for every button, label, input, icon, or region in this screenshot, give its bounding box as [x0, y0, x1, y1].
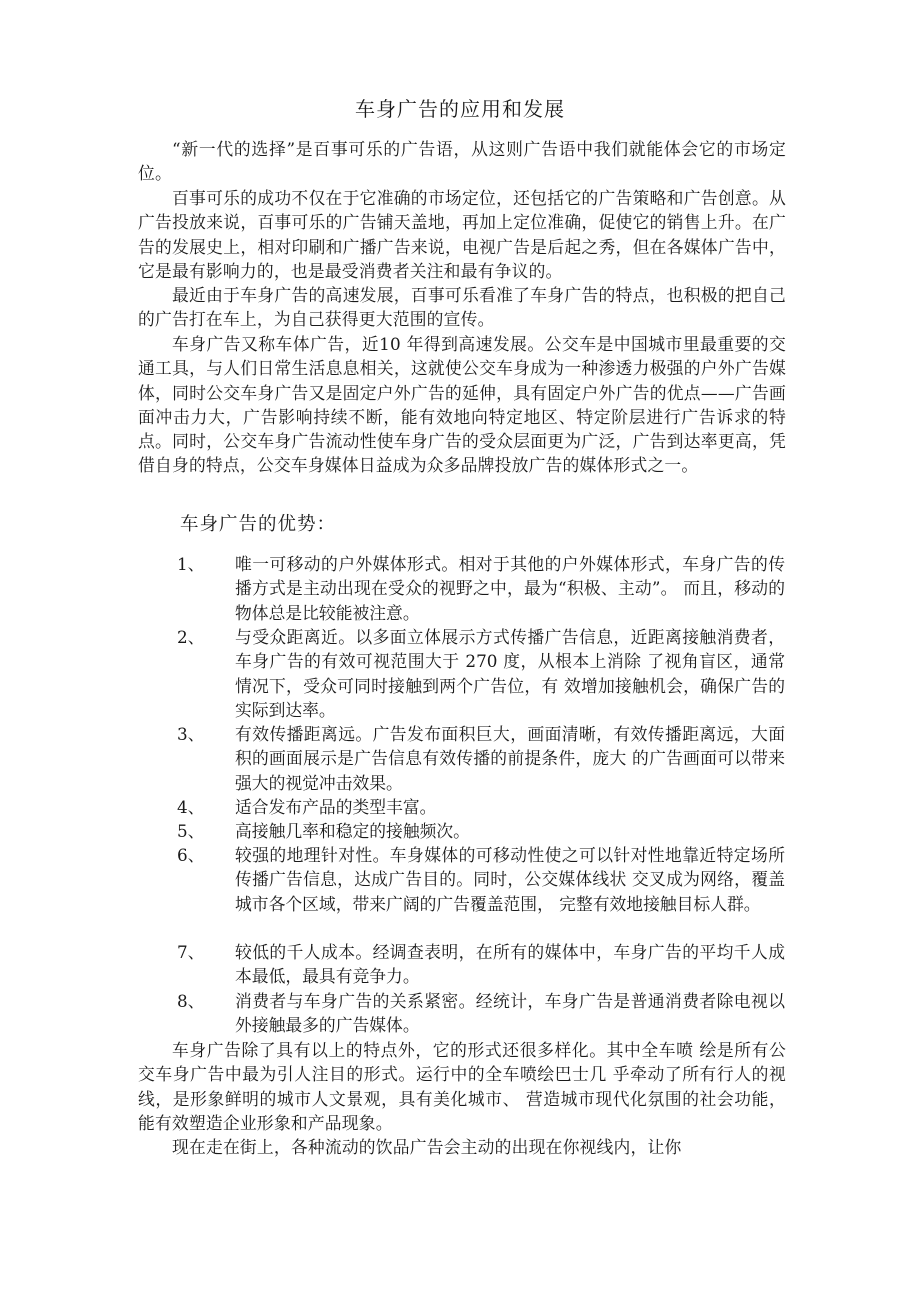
advantage-text: 与受众距离近。以多面立体展示方式传播广告信息，近距离接触消费者，车身广告的有效可视范围大于 270 度，从根本上消除 了视角盲区，通常情况下，受众可同时接触到两个广告位，有 效增加接触机会，确保广告的实际到达率。 — [235, 627, 785, 720]
advantage-text: 较强的地理针对性。车身媒体的可移动性使之可以针对性地靠近特定场所传播广告信息，达成广告目的。同时，公交媒体线状 交叉成为网络，覆盖城市各个区域，带来广阔的广告覆盖范围， 完整有效地接触目标人群。 — [235, 845, 785, 914]
paragraph-pepsi-bus-ads: 最近由于车身广告的高速发展，百事可乐看准了车身广告的特点，也积极的把自己的广告打在车上，为自己获得更大范围的宣传。 — [138, 285, 786, 330]
advantage-number: 7、 — [177, 942, 205, 962]
paragraph-street-ads: 现在走在街上，各种流动的饮品广告会主动的出现在你视线内，让你 — [172, 1137, 682, 1157]
advantage-text: 较低的千人成本。经调查表明，在所有的媒体中，车身广告的平均千人成本最低，最具有竞争力。 — [235, 942, 785, 987]
paragraph-pepsi-success: 百事可乐的成功不仅在于它准确的市场定位，还包括它的广告策略和广告创意。从广告投放来说，百事可乐的广告铺天盖地，再加上定位准确，促使它的销售上升。在广告的发展史上，相对印刷和广播广告来说，电视广告是后起之秀，但在各媒体广告中，它是最有影响力的，也是最受消费者关注和最有争议的。 — [138, 188, 786, 281]
advantage-text: 高接触几率和稳定的接触频次。 — [235, 821, 470, 841]
advantage-text: 唯一可移动的户外媒体形式。相对于其他的户外媒体形式，车身广告的传播方式是主动出现在受众的视野之中，最为“积极、主动”。 而且，移动的物体总是比较能被注意。 — [235, 554, 785, 623]
paragraph-intro: “新一代的选择”是百事可乐的广告语，从这则广告语中我们就能体会它的市场定位。 — [138, 139, 786, 184]
advantages-heading: 车身广告的优势： — [180, 514, 337, 535]
advantage-number: 6、 — [177, 845, 205, 865]
advantage-text: 适合发布产品的类型丰富。 — [235, 797, 437, 817]
advantage-text: 消费者与车身广告的关系紧密。经统计，车身广告是普通消费者除电视以外接触最多的广告媒体。 — [235, 991, 785, 1036]
advantage-number: 1、 — [177, 554, 205, 574]
paragraph-bus-ad-definition: 车身广告又称车体广告，近10 年得到高速发展。公交车是中国城市里最重要的交通工具，与人们日常生活息息相关，这就使公交车身成为一种渗透力极强的户外广告媒体，同时公交车身广告又是固定户外广告的延伸，具有固定户外广告的优点——广告画面冲击力大，广告影响持续不断，能有效地向特定地区、特定阶层进行广告诉求的特点。同时，公交车身广告流动性使车身广告的受众层面更为广泛，广告到达率更高，凭借自身的特点，公交车身媒体日益成为众多品牌投放广告的媒体形式之一。 — [138, 334, 786, 476]
paragraph-full-wrap: 车身广告除了具有以上的特点外，它的形式还很多样化。其中全车喷 绘是所有公交车身广告中最为引人注目的形式。运行中的全车喷绘巴士几 乎牵动了所有行人的视线，是形象鲜明的城市人文景观，具有美化城市、 营造城市现代化氛围的社会功能，能有效塑造企业形象和产品现象。 — [138, 1040, 786, 1133]
advantage-number: 5、 — [177, 821, 205, 841]
advantage-number: 4、 — [177, 797, 205, 817]
advantage-text: 有效传播距离远。广告发布面积巨大，画面清晰，有效传播距离远，大面积的画面展示是广告信息有效传播的前提条件，庞大 的广告画面可以带来强大的视觉冲击效果。 — [235, 724, 785, 793]
advantage-number: 3、 — [177, 724, 205, 744]
advantage-number: 2、 — [177, 627, 205, 647]
advantage-number: 8、 — [177, 991, 205, 1011]
document-title: 车身广告的应用和发展 — [355, 97, 565, 121]
